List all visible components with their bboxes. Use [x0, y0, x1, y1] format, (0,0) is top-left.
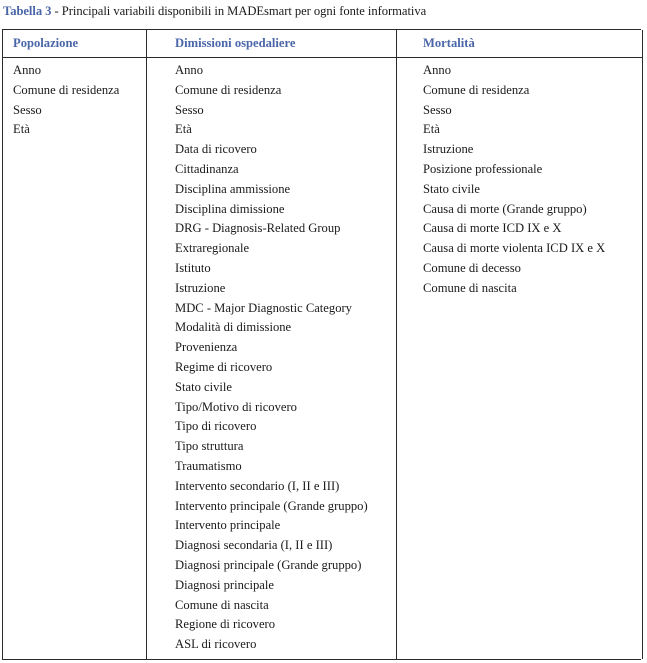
variable-list — [423, 61, 605, 299]
list-item: Diagnosi principale — [175, 577, 274, 592]
list-item: Stato civile — [175, 379, 233, 394]
list-item: Comune di residenza — [13, 82, 120, 97]
list-item: Sesso — [13, 102, 42, 117]
list-item: Anno — [423, 63, 451, 77]
list-item: Posizione professionale — [423, 161, 543, 176]
list-item: Comune di nascita — [175, 597, 269, 612]
list-item: Regione di ricovero — [175, 617, 276, 632]
list-item: Intervento secondario (I, II e III) — [175, 478, 340, 493]
list-item: Modalità di dimissione — [175, 320, 292, 335]
column-header: Popolazione — [13, 36, 79, 50]
list-item: DRG - Diagnosis-Related Group — [175, 221, 341, 236]
list-item: ASL di ricovero — [175, 637, 257, 652]
list-item: Disciplina dimissione — [175, 201, 285, 216]
list-item: Istruzione — [423, 142, 474, 157]
list-item: Comune di decesso — [423, 260, 521, 275]
variable-list — [13, 61, 119, 140]
list-item: Extraregionale — [175, 241, 250, 256]
list-item: Comune di residenza — [175, 82, 282, 97]
list-item: Diagnosi secondaria (I, II e III) — [175, 538, 333, 553]
column-header: Mortalità — [423, 36, 475, 50]
list-item: Causa di morte ICD IX e X — [423, 221, 562, 236]
list-item: Tipo/Motivo di ricovero — [175, 399, 297, 414]
list-item: Data di ricovero — [175, 142, 257, 157]
list-item: Disciplina ammissione — [175, 181, 291, 196]
list-item: Tipo struttura — [175, 439, 244, 454]
list-item: Cittadinanza — [175, 161, 239, 176]
list-item: Stato civile — [423, 181, 481, 196]
list-item: Istituto — [175, 260, 211, 275]
variable-list — [175, 61, 368, 655]
list-item: Età — [13, 122, 30, 137]
column-header: Dimissioni ospedaliere — [175, 36, 296, 50]
list-item: Traumatismo — [175, 458, 242, 473]
column-mortalita — [396, 30, 643, 659]
list-item: Comune di nascita — [423, 280, 517, 295]
column-dimissioni-ospedaliere — [146, 30, 397, 659]
list-item: Regime di ricovero — [175, 359, 273, 374]
list-item: Età — [423, 122, 440, 137]
list-item: Provenienza — [175, 340, 238, 355]
caption-text: - Principali variabili disponibili in MADEsmart per ogni fonte informativa — [51, 4, 427, 18]
list-item: Sesso — [423, 102, 452, 117]
list-item: Istruzione — [175, 280, 226, 295]
list-item: Anno — [13, 63, 41, 77]
caption-label: Tabella 3 — [3, 4, 52, 18]
list-item: Anno — [175, 63, 203, 77]
list-item: Diagnosi principale (Grande gruppo) — [175, 557, 362, 572]
list-item: Causa di morte (Grande gruppo) — [423, 201, 587, 216]
list-item: Intervento principale (Grande gruppo) — [175, 498, 368, 513]
table-caption — [3, 4, 426, 19]
list-item: Età — [175, 122, 192, 137]
list-item: Comune di residenza — [423, 82, 530, 97]
list-item: Tipo di ricovero — [175, 419, 257, 434]
list-item: Sesso — [175, 102, 204, 117]
column-popolazione — [2, 30, 147, 659]
list-item: Causa di morte violenta ICD IX e X — [423, 241, 606, 256]
variables-table — [2, 29, 641, 660]
list-item: Intervento principale — [175, 518, 281, 533]
list-item: MDC - Major Diagnostic Category — [175, 300, 352, 315]
